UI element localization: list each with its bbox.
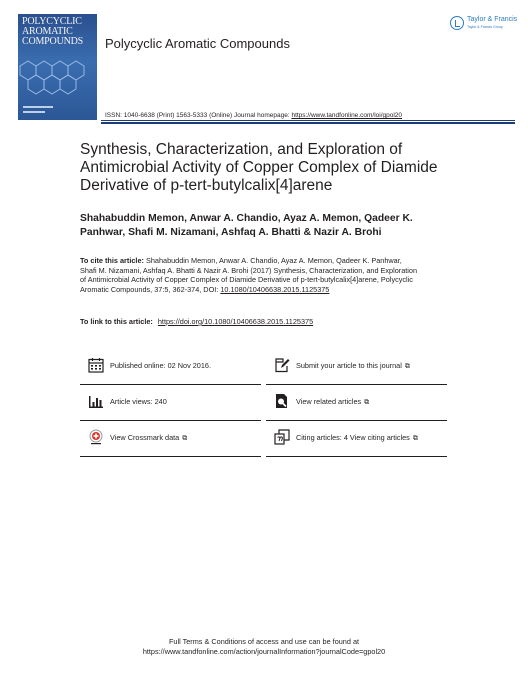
crossmark-text: View Crossmark data [110, 433, 180, 442]
footer-terms-link[interactable]: https://www.tandfonline.com/action/journalInformation?journalCode=gpol20 [142, 647, 386, 656]
footer [0, 637, 528, 657]
search-document-icon [274, 393, 290, 409]
cover-title-line-2: AROMATIC [22, 26, 73, 37]
edit-document-icon [274, 357, 290, 373]
link-line [80, 317, 313, 326]
citing-articles-icon [274, 429, 290, 445]
related-articles-text: View related articles [296, 397, 362, 406]
header-divider [101, 122, 515, 124]
citation-label: To cite this article: [80, 256, 144, 265]
citing-articles-label[interactable] [296, 433, 418, 443]
issn-line [105, 112, 402, 119]
article-authors: Shahabuddin Memon, Anwar A. Chandio, Ayaz A. Memon, Qadeer K. Panhwar, Shafi M. Nizamani, Ashfaq A. Bhatti & Nazir A. Brohi [80, 213, 413, 238]
article-title: Synthesis, Characterization, and Exploration of Antimicrobial Activity of Copper Complex of Diamide Derivative of p-tert-butylcalix[4]arene [80, 141, 438, 194]
journal-name[interactable]: Polycyclic Aromatic Compounds [105, 36, 290, 51]
citation-text: Shahabuddin Memon, Anwar A. Chandio, Ayaz A. Memon, Qadeer K. Panhwar, Shafi M. Nizamani, Ashfaq A. Bhatti & Nazir A. Brohi (2017) Synthesis, Characterization, and Exploration of Antimicrobial Activity of Copper Complex of Diamide Derivative of p-tert-butylcalix[4]arene, Polycyclic Aromatic Compounds, 37:5, 362-374, DOI: [80, 256, 418, 294]
citing-articles-cell[interactable] [266, 421, 447, 457]
published-online-cell [80, 349, 261, 385]
submit-article-label[interactable] [296, 361, 410, 371]
article-views-cell [80, 385, 261, 421]
cover-decoration [23, 111, 45, 113]
publisher-logo-icon [450, 16, 464, 30]
published-online-label: Published online: 02 Nov 2016. [110, 361, 212, 370]
publisher-logo[interactable] [450, 15, 516, 35]
citation-block [80, 256, 420, 294]
crossmark-label[interactable] [110, 433, 187, 443]
external-link-icon: ⧉ [412, 435, 418, 442]
journal-homepage-link[interactable]: https://www.tandfonline.com/loi/gpol20 [291, 112, 403, 119]
crossmark-icon [88, 429, 104, 445]
hexagon-pattern-icon [18, 56, 97, 102]
crossmark-cell[interactable] [80, 421, 261, 457]
external-link-icon: ⧉ [404, 363, 410, 370]
publisher-name: Taylor & Francis [467, 16, 518, 23]
related-articles-label[interactable] [296, 397, 369, 407]
issn-text: ISSN: 1040-6638 (Print) 1563-5333 (Online) Journal homepage: [105, 112, 290, 119]
cover-title [22, 17, 96, 47]
calendar-icon [88, 357, 104, 373]
citation-doi-link[interactable]: 10.1080/10406638.2015.1125375 [220, 284, 330, 294]
bar-chart-icon [88, 393, 104, 409]
cover-title-line-3: COMPOUNDS [22, 36, 83, 47]
journal-cover [18, 14, 97, 120]
article-views-label: Article views: 240 [110, 397, 167, 406]
external-link-icon: ⧉ [364, 399, 370, 406]
citing-articles-text: Citing articles: 4 View citing articles [296, 433, 410, 442]
submit-article-cell[interactable] [266, 349, 447, 385]
article-doi-link[interactable]: https://doi.org/10.1080/10406638.2015.1125375 [157, 317, 314, 326]
cover-decoration [23, 106, 53, 108]
external-link-icon: ⧉ [182, 435, 188, 442]
related-articles-cell[interactable] [266, 385, 447, 421]
header-divider [101, 120, 515, 121]
link-label: To link to this article: [80, 317, 153, 326]
submit-article-text: Submit your article to this journal [296, 361, 402, 370]
footer-terms-text: Full Terms & Conditions of access and use can be found at [168, 637, 360, 646]
cover-title-line-1: POLYCYCLIC [22, 16, 82, 27]
publisher-subname: Taylor & Francis Group [467, 25, 503, 29]
